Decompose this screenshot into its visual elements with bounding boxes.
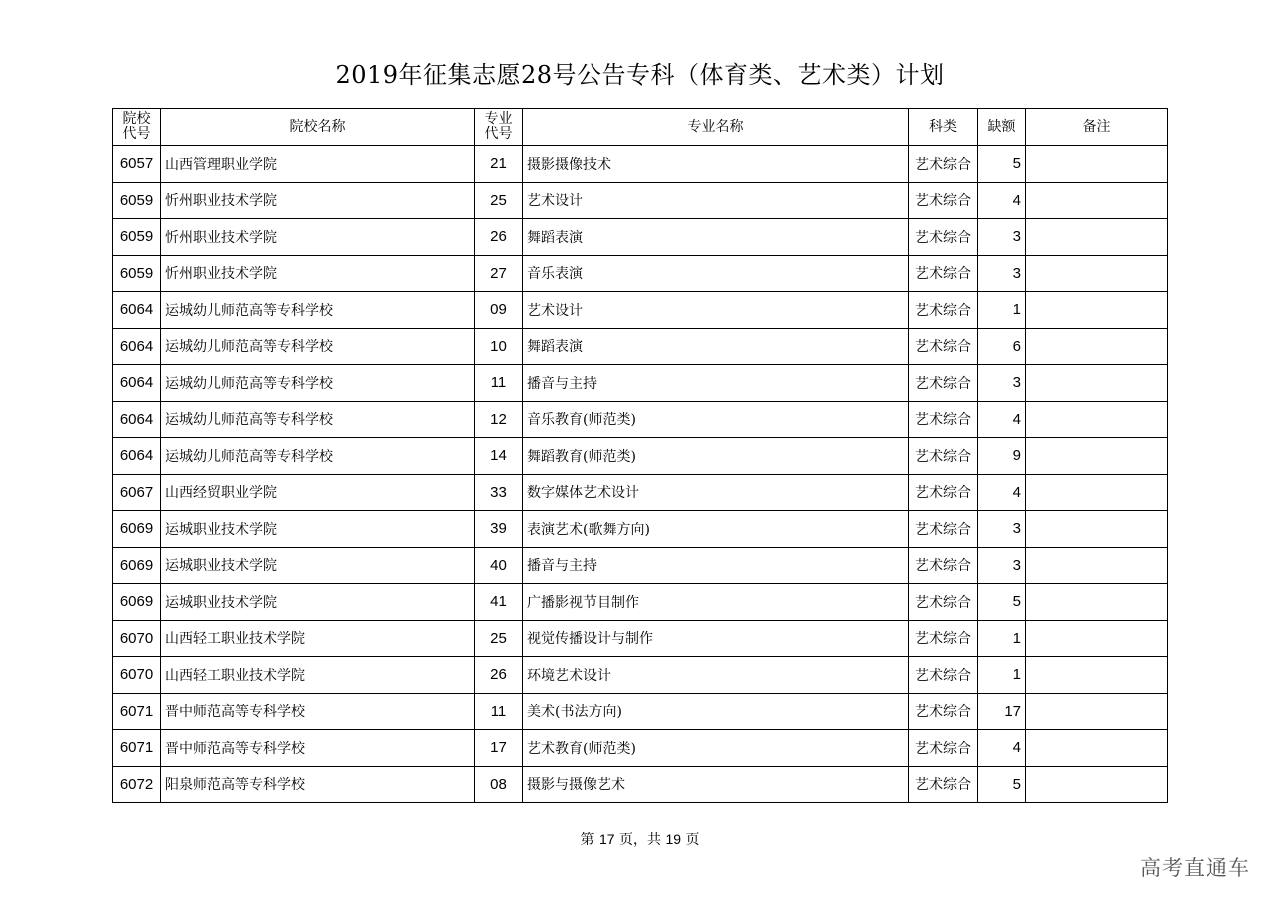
header-major-code: 专业 代号 <box>475 109 523 146</box>
cell-quota: 5 <box>978 766 1026 803</box>
cell-category: 艺术综合 <box>909 292 978 329</box>
cell-major-name: 视觉传播设计与制作 <box>523 620 909 657</box>
watermark-text: 高考直通车 <box>1140 856 1250 880</box>
cell-major-name: 舞蹈表演 <box>523 219 909 256</box>
cell-remarks <box>1026 474 1168 511</box>
cell-school-name: 忻州职业技术学院 <box>161 182 475 219</box>
cell-school-name: 阳泉师范高等专科学校 <box>161 766 475 803</box>
cell-category: 艺术综合 <box>909 766 978 803</box>
cell-major-name: 美术(书法方向) <box>523 693 909 730</box>
cell-remarks <box>1026 730 1168 767</box>
cell-major-code: 08 <box>475 766 523 803</box>
cell-school-code: 6064 <box>113 438 161 475</box>
cell-major-code: 11 <box>475 365 523 402</box>
cell-school-code: 6069 <box>113 547 161 584</box>
cell-major-name: 音乐教育(师范类) <box>523 401 909 438</box>
cell-school-code: 6070 <box>113 620 161 657</box>
cell-school-name: 山西管理职业学院 <box>161 146 475 183</box>
cell-major-name: 舞蹈教育(师范类) <box>523 438 909 475</box>
cell-quota: 4 <box>978 182 1026 219</box>
cell-category: 艺术综合 <box>909 255 978 292</box>
cell-major-code: 17 <box>475 730 523 767</box>
cell-quota: 4 <box>978 730 1026 767</box>
cell-major-name: 数字媒体艺术设计 <box>523 474 909 511</box>
table-row <box>113 584 1168 621</box>
table-row <box>113 511 1168 548</box>
cell-quota: 1 <box>978 292 1026 329</box>
cell-school-code: 6071 <box>113 693 161 730</box>
table-row <box>113 766 1168 803</box>
cell-remarks <box>1026 693 1168 730</box>
cell-school-code: 6072 <box>113 766 161 803</box>
cell-school-code: 6064 <box>113 365 161 402</box>
cell-major-code: 39 <box>475 511 523 548</box>
cell-remarks <box>1026 511 1168 548</box>
cell-school-name: 运城幼儿师范高等专科学校 <box>161 328 475 365</box>
cell-major-code: 10 <box>475 328 523 365</box>
cell-remarks <box>1026 620 1168 657</box>
cell-quota: 5 <box>978 584 1026 621</box>
cell-major-code: 12 <box>475 401 523 438</box>
cell-category: 艺术综合 <box>909 620 978 657</box>
cell-category: 艺术综合 <box>909 328 978 365</box>
cell-major-name: 艺术设计 <box>523 182 909 219</box>
cell-school-code: 6059 <box>113 219 161 256</box>
cell-category: 艺术综合 <box>909 438 978 475</box>
cell-major-code: 21 <box>475 146 523 183</box>
cell-major-code: 25 <box>475 182 523 219</box>
cell-quota: 4 <box>978 401 1026 438</box>
cell-category: 艺术综合 <box>909 401 978 438</box>
cell-school-name: 运城职业技术学院 <box>161 511 475 548</box>
cell-major-name: 播音与主持 <box>523 365 909 402</box>
cell-school-name: 运城幼儿师范高等专科学校 <box>161 401 475 438</box>
cell-major-name: 摄影摄像技术 <box>523 146 909 183</box>
table-header-row <box>113 109 1168 146</box>
cell-major-code: 33 <box>475 474 523 511</box>
cell-school-name: 晋中师范高等专科学校 <box>161 693 475 730</box>
cell-school-name: 山西轻工职业技术学院 <box>161 657 475 694</box>
cell-school-name: 运城职业技术学院 <box>161 584 475 621</box>
table-row <box>113 438 1168 475</box>
cell-school-code: 6059 <box>113 255 161 292</box>
header-quota: 缺额 <box>978 109 1026 146</box>
cell-remarks <box>1026 657 1168 694</box>
cell-category: 艺术综合 <box>909 182 978 219</box>
header-school-name: 院校名称 <box>161 109 475 146</box>
cell-major-code: 26 <box>475 657 523 694</box>
cell-quota: 3 <box>978 219 1026 256</box>
cell-quota: 4 <box>978 474 1026 511</box>
cell-major-name: 舞蹈表演 <box>523 328 909 365</box>
cell-school-code: 6071 <box>113 730 161 767</box>
cell-remarks <box>1026 584 1168 621</box>
cell-remarks <box>1026 547 1168 584</box>
header-category: 科类 <box>909 109 978 146</box>
cell-school-name: 晋中师范高等专科学校 <box>161 730 475 767</box>
cell-school-code: 6064 <box>113 328 161 365</box>
cell-school-name: 运城职业技术学院 <box>161 547 475 584</box>
cell-remarks <box>1026 766 1168 803</box>
cell-quota: 3 <box>978 255 1026 292</box>
table-row <box>113 657 1168 694</box>
cell-school-name: 忻州职业技术学院 <box>161 219 475 256</box>
cell-school-code: 6069 <box>113 584 161 621</box>
header-remarks: 备注 <box>1026 109 1168 146</box>
cell-remarks <box>1026 365 1168 402</box>
table-row <box>113 219 1168 256</box>
cell-quota: 3 <box>978 547 1026 584</box>
table-row <box>113 182 1168 219</box>
header-major-name: 专业名称 <box>523 109 909 146</box>
current-page-number: 17 <box>598 831 615 847</box>
cell-school-name: 运城幼儿师范高等专科学校 <box>161 438 475 475</box>
cell-remarks <box>1026 255 1168 292</box>
cell-school-code: 6059 <box>113 182 161 219</box>
cell-category: 艺术综合 <box>909 730 978 767</box>
table-row <box>113 474 1168 511</box>
table-row <box>113 365 1168 402</box>
cell-quota: 1 <box>978 657 1026 694</box>
table-body <box>113 146 1168 803</box>
table-row <box>113 693 1168 730</box>
table-row <box>113 547 1168 584</box>
cell-major-name: 环境艺术设计 <box>523 657 909 694</box>
cell-major-name: 艺术教育(师范类) <box>523 730 909 767</box>
table-row <box>113 146 1168 183</box>
table-row <box>113 730 1168 767</box>
cell-major-name: 音乐表演 <box>523 255 909 292</box>
cell-quota: 3 <box>978 511 1026 548</box>
cell-category: 艺术综合 <box>909 657 978 694</box>
cell-major-code: 09 <box>475 292 523 329</box>
cell-category: 艺术综合 <box>909 511 978 548</box>
cell-category: 艺术综合 <box>909 365 978 402</box>
header-school-code: 院校 代号 <box>113 109 161 146</box>
cell-remarks <box>1026 401 1168 438</box>
document-title: 2019年征集志愿28号公告专科（体育类、艺术类）计划 <box>335 61 945 89</box>
cell-school-code: 6064 <box>113 401 161 438</box>
cell-remarks <box>1026 292 1168 329</box>
cell-major-name: 表演艺术(歌舞方向) <box>523 511 909 548</box>
cell-remarks <box>1026 328 1168 365</box>
cell-remarks <box>1026 182 1168 219</box>
cell-major-code: 25 <box>475 620 523 657</box>
cell-category: 艺术综合 <box>909 693 978 730</box>
cell-category: 艺术综合 <box>909 219 978 256</box>
page-footer: 第 17 页，共 19 页 <box>580 831 700 848</box>
cell-major-name: 播音与主持 <box>523 547 909 584</box>
cell-category: 艺术综合 <box>909 474 978 511</box>
table-row <box>113 255 1168 292</box>
cell-quota: 5 <box>978 146 1026 183</box>
cell-school-name: 运城幼儿师范高等专科学校 <box>161 365 475 402</box>
cell-major-code: 41 <box>475 584 523 621</box>
cell-school-code: 6069 <box>113 511 161 548</box>
table-row <box>113 401 1168 438</box>
cell-major-code: 40 <box>475 547 523 584</box>
cell-major-code: 27 <box>475 255 523 292</box>
cell-school-code: 6067 <box>113 474 161 511</box>
cell-remarks <box>1026 219 1168 256</box>
cell-school-name: 运城幼儿师范高等专科学校 <box>161 292 475 329</box>
cell-quota: 1 <box>978 620 1026 657</box>
cell-school-code: 6064 <box>113 292 161 329</box>
cell-major-name: 摄影与摄像艺术 <box>523 766 909 803</box>
cell-category: 艺术综合 <box>909 584 978 621</box>
cell-major-name: 艺术设计 <box>523 292 909 329</box>
cell-school-code: 6070 <box>113 657 161 694</box>
cell-quota: 3 <box>978 365 1026 402</box>
cell-major-name: 广播影视节目制作 <box>523 584 909 621</box>
cell-school-code: 6057 <box>113 146 161 183</box>
cell-category: 艺术综合 <box>909 547 978 584</box>
cell-remarks <box>1026 438 1168 475</box>
cell-remarks <box>1026 146 1168 183</box>
table-row <box>113 292 1168 329</box>
cell-category: 艺术综合 <box>909 146 978 183</box>
table-row <box>113 328 1168 365</box>
cell-school-name: 忻州职业技术学院 <box>161 255 475 292</box>
cell-major-code: 14 <box>475 438 523 475</box>
cell-school-name: 山西轻工职业技术学院 <box>161 620 475 657</box>
table-row <box>113 620 1168 657</box>
cell-major-code: 11 <box>475 693 523 730</box>
cell-quota: 6 <box>978 328 1026 365</box>
plan-table <box>112 108 1168 803</box>
cell-quota: 17 <box>978 693 1026 730</box>
cell-quota: 9 <box>978 438 1026 475</box>
cell-school-name: 山西经贸职业学院 <box>161 474 475 511</box>
cell-major-code: 26 <box>475 219 523 256</box>
total-pages-number: 19 <box>665 831 682 847</box>
